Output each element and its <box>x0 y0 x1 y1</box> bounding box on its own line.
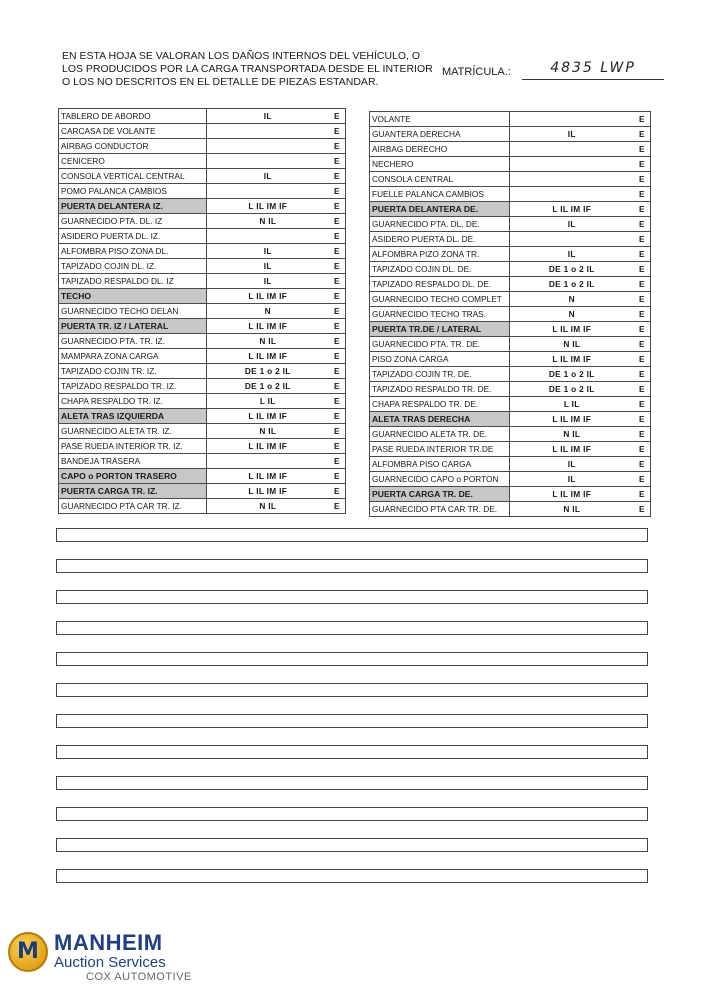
table-row <box>59 364 346 379</box>
row-e[interactable]: E <box>329 499 346 514</box>
row-options[interactable]: IL <box>510 127 634 142</box>
row-name: AIRBAG DERECHO <box>370 142 510 157</box>
table-row <box>370 262 651 277</box>
row-options[interactable]: L IL IM IF <box>207 289 329 304</box>
row-e[interactable]: E <box>634 322 651 337</box>
manheim-mark-icon: M <box>8 932 48 972</box>
row-e[interactable]: E <box>329 274 346 289</box>
row-e[interactable]: E <box>634 307 651 322</box>
row-options[interactable]: L IL IM IF <box>207 349 329 364</box>
note-line[interactable] <box>56 559 648 573</box>
table-row <box>59 424 346 439</box>
row-e[interactable]: E <box>634 277 651 292</box>
row-e[interactable]: E <box>329 409 346 424</box>
row-e[interactable]: E <box>329 454 346 469</box>
row-options[interactable]: IL <box>510 217 634 232</box>
row-name: CHAPA RESPALDO TR. DE. <box>370 397 510 412</box>
section-row <box>59 319 346 334</box>
row-name: TAPIZADO RESPALDO DL. IZ <box>59 274 207 289</box>
row-options[interactable] <box>510 157 634 172</box>
row-name: TECHO <box>59 289 207 304</box>
row-options[interactable]: L IL IM IF <box>510 442 634 457</box>
section-row <box>370 487 651 502</box>
row-name: TAPIZADO RESPALDO TR. IZ. <box>59 379 207 394</box>
logo-cox: COX AUTOMOTIVE <box>86 971 192 983</box>
row-name: GUARNECIDO PTA. DL. DE. <box>370 217 510 232</box>
row-options[interactable]: L IL IM IF <box>207 409 329 424</box>
table-row <box>370 397 651 412</box>
row-name: PUERTA TR. IZ / LATERAL <box>59 319 207 334</box>
plate-value[interactable]: 4835 LWP <box>522 60 664 80</box>
note-line[interactable] <box>56 776 648 790</box>
table-row <box>370 337 651 352</box>
note-line[interactable] <box>56 621 648 635</box>
row-e[interactable]: E <box>634 457 651 472</box>
row-options[interactable]: L IL <box>207 394 329 409</box>
table-row <box>370 232 651 247</box>
row-e[interactable]: E <box>329 469 346 484</box>
row-e[interactable]: E <box>634 202 651 217</box>
row-e[interactable]: E <box>634 337 651 352</box>
row-options[interactable]: L IL IM IF <box>510 412 634 427</box>
row-name: TAPIZADO RESPALDO DL. DE. <box>370 277 510 292</box>
row-options[interactable]: IL <box>207 259 329 274</box>
row-options[interactable]: DE 1 o 2 IL <box>510 382 634 397</box>
row-name: PASE RUEDA INTERIOR TR. IZ. <box>59 439 207 454</box>
row-e[interactable]: E <box>634 412 651 427</box>
row-options[interactable]: IL <box>510 457 634 472</box>
note-line[interactable] <box>56 714 648 728</box>
row-name: CARCASA DE VOLANTE <box>59 124 207 139</box>
row-name: CONSOLA CENTRAL <box>370 172 510 187</box>
table-row <box>59 394 346 409</box>
row-name: GUARNECIDO PTA. TR. IZ. <box>59 334 207 349</box>
note-line[interactable] <box>56 807 648 821</box>
row-options[interactable]: DE 1 o 2 IL <box>510 277 634 292</box>
table-row <box>370 187 651 202</box>
row-e[interactable]: E <box>329 484 346 499</box>
table-row <box>59 214 346 229</box>
table-row <box>59 334 346 349</box>
row-name: PUERTA CARGA TR. DE. <box>370 487 510 502</box>
row-options[interactable]: DE 1 o 2 IL <box>510 367 634 382</box>
row-name: GUARNECIDO PTA CAR TR. IZ. <box>59 499 207 514</box>
row-name: AIRBAG CONDUCTOR <box>59 139 207 154</box>
table-row <box>59 229 346 244</box>
row-name: CENICERO <box>59 154 207 169</box>
row-e[interactable]: E <box>634 472 651 487</box>
row-e[interactable]: E <box>634 427 651 442</box>
note-line[interactable] <box>56 652 648 666</box>
row-e[interactable]: E <box>329 289 346 304</box>
table-row <box>370 502 651 517</box>
plate-field <box>442 60 636 78</box>
table-row <box>370 172 651 187</box>
table-row <box>59 499 346 514</box>
row-options[interactable]: L IL IM IF <box>207 199 329 214</box>
row-e[interactable]: E <box>329 349 346 364</box>
instructions-line-3: O LOS NO DESCRITOS EN EL DETALLE DE PIEZAS ESTANDAR. <box>62 76 379 88</box>
row-e[interactable]: E <box>634 172 651 187</box>
row-name: ASIDERO PUERTA DL. DE. <box>370 232 510 247</box>
row-name: ASIDERO PUERTA DL. IZ. <box>59 229 207 244</box>
row-e[interactable]: E <box>634 142 651 157</box>
row-e[interactable]: E <box>634 157 651 172</box>
section-row <box>59 484 346 499</box>
table-row <box>59 124 346 139</box>
note-line[interactable] <box>56 838 648 852</box>
section-row <box>370 322 651 337</box>
row-name: FUELLE PALANCA CAMBIOS <box>370 187 510 202</box>
row-options[interactable]: L IL IM IF <box>510 352 634 367</box>
row-name: ALETA TRAS IZQUIERDA <box>59 409 207 424</box>
note-line[interactable] <box>56 683 648 697</box>
row-options[interactable] <box>510 112 634 127</box>
table-row <box>370 442 651 457</box>
logo-subtitle: Auction Services <box>54 954 166 971</box>
table-row <box>370 472 651 487</box>
row-e[interactable]: E <box>329 334 346 349</box>
table-row <box>59 154 346 169</box>
row-name: GUARNECIDO PTA. TR. DE. <box>370 337 510 352</box>
row-e[interactable]: E <box>329 379 346 394</box>
row-e[interactable]: E <box>329 184 346 199</box>
row-e[interactable]: E <box>634 397 651 412</box>
row-options[interactable]: IL <box>207 244 329 259</box>
table-row <box>370 217 651 232</box>
row-name: ALFOMBRA PISO ZONA DL. <box>59 244 207 259</box>
row-options[interactable] <box>207 454 329 469</box>
table-row <box>59 349 346 364</box>
row-e[interactable]: E <box>329 424 346 439</box>
row-e[interactable]: E <box>329 319 346 334</box>
row-name: GUARNECIDO ALETA TR. IZ. <box>59 424 207 439</box>
section-row <box>59 469 346 484</box>
row-name: CAPO o PORTON TRASERO <box>59 469 207 484</box>
row-options[interactable]: N IL <box>510 337 634 352</box>
row-name: PUERTA TR.DE / LATERAL <box>370 322 510 337</box>
row-name: PASE RUEDA INTERIOR TR.DE <box>370 442 510 457</box>
row-options[interactable]: L IL IM IF <box>510 487 634 502</box>
table-row <box>370 307 651 322</box>
row-options[interactable] <box>207 184 329 199</box>
left-damage-table <box>58 108 346 514</box>
table-row <box>59 109 346 124</box>
row-options[interactable] <box>510 172 634 187</box>
row-options[interactable]: N <box>510 307 634 322</box>
row-name: PISO ZONA CARGA <box>370 352 510 367</box>
row-name: TAPIZADO COJIN DL. DE. <box>370 262 510 277</box>
note-line[interactable] <box>56 869 648 883</box>
logo-name: MANHEIM <box>54 930 163 955</box>
row-name: PUERTA CARGA TR. IZ. <box>59 484 207 499</box>
table-row <box>370 247 651 262</box>
row-e[interactable]: E <box>634 352 651 367</box>
row-name: TABLERO DE ABORDO <box>59 109 207 124</box>
row-e[interactable]: E <box>329 139 346 154</box>
row-e[interactable]: E <box>634 247 651 262</box>
section-row <box>59 409 346 424</box>
row-e[interactable]: E <box>634 487 651 502</box>
row-name: GUARNECIDO PTA. DL. IZ <box>59 214 207 229</box>
instructions-text <box>62 50 433 89</box>
row-name: ALETA TRAS DERECHA <box>370 412 510 427</box>
row-name: TAPIZADO COJIN DL. IZ. <box>59 259 207 274</box>
row-options[interactable] <box>207 139 329 154</box>
row-e[interactable]: E <box>329 124 346 139</box>
row-options[interactable]: DE 1 o 2 IL <box>207 364 329 379</box>
row-e[interactable]: E <box>634 232 651 247</box>
row-options[interactable]: N <box>510 292 634 307</box>
instructions-line-1: EN ESTA HOJA SE VALORAN LOS DAÑOS INTERNOS DEL VEHÍCULO, O <box>62 50 421 62</box>
row-e[interactable]: E <box>634 187 651 202</box>
row-options[interactable]: IL <box>510 472 634 487</box>
row-options[interactable]: IL <box>207 169 329 184</box>
table-row <box>59 139 346 154</box>
row-options[interactable] <box>207 154 329 169</box>
row-name: MAMPARA ZONA CARGA <box>59 349 207 364</box>
row-options[interactable]: L IL IM IF <box>207 319 329 334</box>
row-options[interactable]: N IL <box>510 502 634 517</box>
notes-lines <box>56 528 648 900</box>
row-name: POMO PALANCA CAMBIOS <box>59 184 207 199</box>
row-options[interactable]: N IL <box>510 427 634 442</box>
row-name: GUANTERA DERECHA <box>370 127 510 142</box>
row-name: PUERTA DELANTERA IZ. <box>59 199 207 214</box>
row-options[interactable]: N IL <box>207 334 329 349</box>
table-row <box>370 352 651 367</box>
row-options[interactable] <box>510 232 634 247</box>
table-row <box>370 112 651 127</box>
row-name: CHAPA RESPALDO TR. IZ. <box>59 394 207 409</box>
row-e[interactable]: E <box>634 367 651 382</box>
row-e[interactable]: E <box>329 229 346 244</box>
row-options[interactable]: L IL IM IF <box>207 469 329 484</box>
row-e[interactable]: E <box>329 304 346 319</box>
row-options[interactable]: L IL IM IF <box>207 484 329 499</box>
row-options[interactable]: N IL <box>207 499 329 514</box>
section-row <box>59 199 346 214</box>
row-e[interactable]: E <box>329 364 346 379</box>
row-options[interactable]: N <box>207 304 329 319</box>
instructions-line-2: LOS PRODUCIDOS POR LA CARGA TRANSPORTADA DESDE EL INTERIOR <box>62 63 433 75</box>
right-damage-table <box>369 111 651 517</box>
table-row <box>59 274 346 289</box>
row-name: GUARNECIDO CAPO o PORTON <box>370 472 510 487</box>
row-e[interactable]: E <box>329 214 346 229</box>
table-row <box>59 259 346 274</box>
row-name: BANDEJA TRASERA <box>59 454 207 469</box>
table-row <box>370 292 651 307</box>
section-row <box>59 289 346 304</box>
row-name: GUARNECIDO TECHO TRAS. <box>370 307 510 322</box>
row-options[interactable]: DE 1 o 2 IL <box>510 262 634 277</box>
row-name: GUARNECIDO ALETA TR. DE. <box>370 427 510 442</box>
row-name: GUARNECIDO TECHO DELAN <box>59 304 207 319</box>
table-row <box>370 127 651 142</box>
table-row <box>59 379 346 394</box>
row-options[interactable]: IL <box>510 247 634 262</box>
section-row <box>370 202 651 217</box>
row-name: GUARNECIDO PTA CAR TR. DE. <box>370 502 510 517</box>
table-row <box>370 367 651 382</box>
row-options[interactable]: L IL IM IF <box>207 439 329 454</box>
row-options[interactable]: IL <box>207 109 329 124</box>
row-e[interactable]: E <box>329 394 346 409</box>
table-row <box>59 439 346 454</box>
row-name: NECHERO <box>370 157 510 172</box>
row-e[interactable]: E <box>329 109 346 124</box>
row-e[interactable]: E <box>634 442 651 457</box>
row-options[interactable] <box>207 229 329 244</box>
row-name: GUARNECIDO TECHO COMPLET <box>370 292 510 307</box>
row-e[interactable]: E <box>634 127 651 142</box>
row-options[interactable] <box>207 124 329 139</box>
row-options[interactable] <box>510 142 634 157</box>
section-row <box>370 412 651 427</box>
row-name: TAPIZADO COJIN TR. DE. <box>370 367 510 382</box>
note-line[interactable] <box>56 590 648 604</box>
row-options[interactable] <box>510 187 634 202</box>
plate-label: MATRÍCULA.: <box>442 66 511 78</box>
table-row <box>370 382 651 397</box>
table-row <box>370 427 651 442</box>
row-options[interactable]: DE 1 o 2 IL <box>207 379 329 394</box>
row-e[interactable]: E <box>329 154 346 169</box>
row-e[interactable]: E <box>329 259 346 274</box>
row-options[interactable]: L IL IM IF <box>510 322 634 337</box>
table-row <box>370 142 651 157</box>
table-row <box>59 169 346 184</box>
row-name: ALFOMBRA PISO CARGA <box>370 457 510 472</box>
row-e[interactable]: E <box>634 292 651 307</box>
table-row <box>370 157 651 172</box>
row-e[interactable]: E <box>329 169 346 184</box>
row-name: ALFOMBRA PIZO ZONA TR. <box>370 247 510 262</box>
row-e[interactable]: E <box>329 439 346 454</box>
row-options[interactable]: IL <box>207 274 329 289</box>
row-name: PUERTA DELANTERA DE. <box>370 202 510 217</box>
note-line[interactable] <box>56 745 648 759</box>
row-e[interactable]: E <box>634 217 651 232</box>
row-e[interactable]: E <box>634 382 651 397</box>
row-e[interactable]: E <box>329 199 346 214</box>
row-name: VOLANTE <box>370 112 510 127</box>
table-row <box>370 277 651 292</box>
table-row <box>370 457 651 472</box>
row-name: TAPIZADO RESPALDO TR. DE. <box>370 382 510 397</box>
table-row <box>59 184 346 199</box>
table-row <box>59 304 346 319</box>
row-options[interactable]: N IL <box>207 424 329 439</box>
note-line[interactable] <box>56 528 648 542</box>
manheim-logo <box>8 930 208 990</box>
row-options[interactable]: L IL IM IF <box>510 202 634 217</box>
row-e[interactable]: E <box>329 244 346 259</box>
table-row <box>59 454 346 469</box>
row-options[interactable]: L IL <box>510 397 634 412</box>
row-e[interactable]: E <box>634 112 651 127</box>
row-e[interactable]: E <box>634 262 651 277</box>
row-options[interactable]: N IL <box>207 214 329 229</box>
row-e[interactable]: E <box>634 502 651 517</box>
row-name: CONSOLA VERTICAL CENTRAL <box>59 169 207 184</box>
row-name: TAPIZADO COJIN TR. IZ. <box>59 364 207 379</box>
table-row <box>59 244 346 259</box>
